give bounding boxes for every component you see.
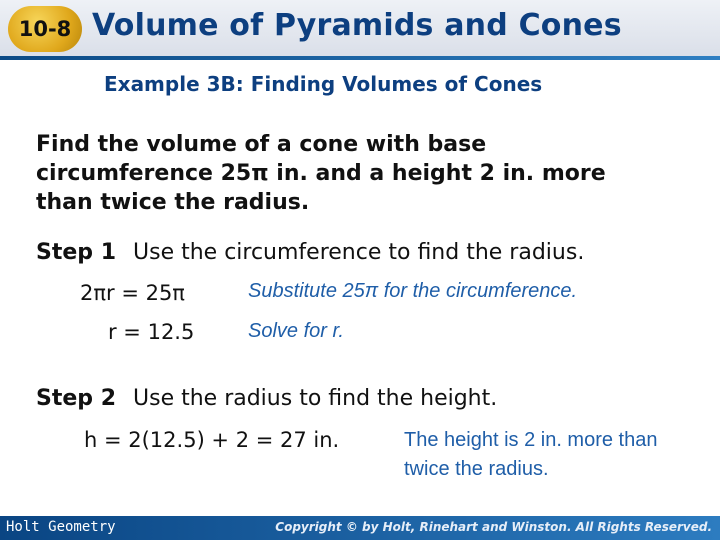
step-2-label: Step 2 [36,386,116,411]
step-2-note-line-1: The height is 2 in. more than [404,429,658,451]
step-2-text: Use the radius to find the height. [133,386,498,411]
problem-statement [36,130,696,217]
step-1 [36,240,584,265]
step-2-equation: h = 2(12.5) + 2 = 27 in. [84,428,340,452]
step-1-label: Step 1 [36,240,116,265]
problem-line-2: circumference 25π in. and a height 2 in. more [36,161,606,186]
footer-course-name: Holt Geometry [6,519,116,535]
problem-line-1: Find the volume of a cone with base [36,132,487,157]
problem-line-3: than twice the radius. [36,190,310,215]
slide-footer [0,516,720,540]
header-accent-bar [0,56,720,60]
step-1-note-1: Substitute 25π for the circumference. [248,280,578,302]
step-1-note-2: Solve for r. [248,320,344,342]
step-1-equation-2: r = 12.5 [108,320,195,344]
step-1-equation-1: 2πr = 25π [80,281,185,305]
slide-title: Volume of Pyramids and Cones [92,8,622,43]
lesson-number-badge: 10-8 [8,6,82,52]
example-subtitle: Example 3B: Finding Volumes of Cones [104,72,543,96]
step-2-note [404,426,657,484]
step-2-note-line-2: twice the radius. [404,458,549,480]
footer-copyright: Copyright © by Holt, Rinehart and Winston. All Rights Reserved. [275,520,712,534]
step-2 [36,386,497,411]
step-1-text: Use the circumference to find the radius. [133,240,585,265]
